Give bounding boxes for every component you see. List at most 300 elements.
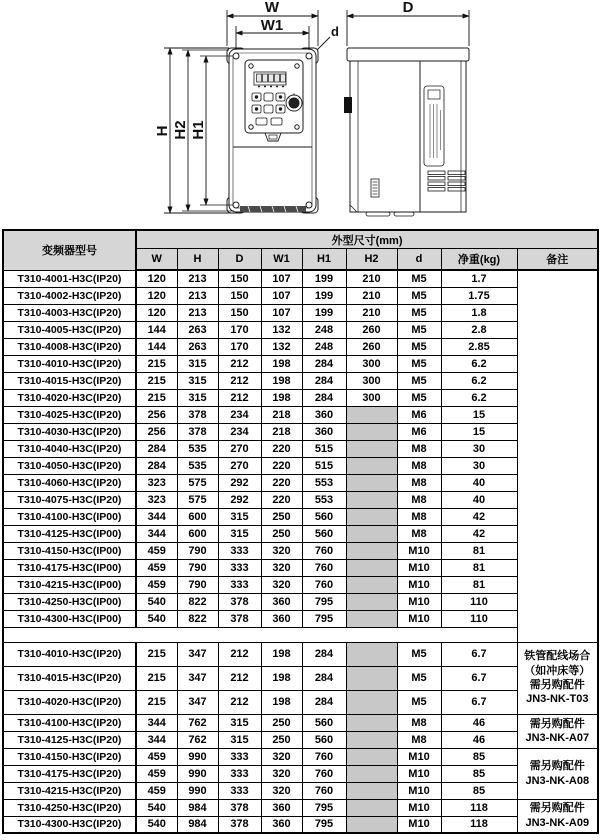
dim-cell: 760: [302, 782, 346, 799]
screw-cell: M5: [397, 372, 441, 389]
dim-cell: 250: [261, 508, 302, 525]
dim-cell: 315: [218, 714, 261, 731]
dim-cell: 198: [261, 690, 302, 714]
dim-cell: 250: [261, 714, 302, 731]
table-row: [3, 542, 598, 559]
model-cell: T310-4010-H3C(IP20): [3, 355, 136, 372]
dim-cell: 378: [177, 423, 218, 440]
dim-label-w1: W1: [260, 17, 284, 34]
dim-cell: 795: [302, 593, 346, 610]
model-cell: T310-4150-H3C(IP20): [3, 748, 136, 765]
weight-cell: 81: [441, 542, 517, 559]
dim-cell: 284: [302, 666, 346, 690]
dim-cell: 210: [346, 287, 397, 304]
model-cell: T310-4001-H3C(IP20): [3, 270, 136, 287]
table-row: [3, 287, 598, 304]
screw-cell: M8: [397, 714, 441, 731]
dim-cell: 213: [177, 304, 218, 321]
table-row: [3, 799, 598, 816]
weight-cell: 46: [441, 714, 517, 731]
mounting-hole: [306, 53, 312, 59]
dim-cell: 600: [177, 508, 218, 525]
screw-cell: M5: [397, 270, 441, 287]
dim-cell: 284: [302, 355, 346, 372]
weight-cell: 46: [441, 731, 517, 748]
dim-cell: 515: [302, 440, 346, 457]
model-cell: T310-4175-H3C(IP20): [3, 765, 136, 782]
dim-cell: 360: [261, 816, 302, 833]
weight-cell: 40: [441, 474, 517, 491]
spacer-cell: [3, 627, 517, 642]
dim-cell: 284: [302, 372, 346, 389]
dimension-drawing: [0, 0, 600, 230]
weight-cell: 15: [441, 423, 517, 440]
model-cell: T310-4215-H3C(IP00): [3, 576, 136, 593]
dim-cell: 284: [302, 642, 346, 666]
screw-cell: M8: [397, 457, 441, 474]
dim-cell: 344: [136, 714, 177, 731]
table-row: [3, 304, 598, 321]
dim-cell: 260: [346, 321, 397, 338]
dim-label-d-hole: d: [331, 24, 339, 39]
table-row: [3, 714, 598, 731]
screw-cell: M10: [397, 748, 441, 765]
dim-cell: 320: [261, 542, 302, 559]
dim-cell: 315: [177, 389, 218, 406]
weight-cell: 6.2: [441, 389, 517, 406]
dim-cell: 220: [261, 440, 302, 457]
dim-cell: 120: [136, 287, 177, 304]
dim-cell: 170: [218, 321, 261, 338]
model-cell: T310-4125-H3C(IP00): [3, 525, 136, 542]
weight-cell: 85: [441, 765, 517, 782]
screw-cell: M10: [397, 816, 441, 833]
dim-cell: 575: [177, 474, 218, 491]
dim-cell: 320: [261, 782, 302, 799]
shaded-empty-cell: [346, 508, 397, 525]
dim-cell: 344: [136, 508, 177, 525]
dim-cell: 170: [218, 338, 261, 355]
dim-cell: 459: [136, 765, 177, 782]
screw-cell: M5: [397, 304, 441, 321]
model-cell: T310-4040-H3C(IP20): [3, 440, 136, 457]
dim-cell: 270: [218, 440, 261, 457]
dim-cell: 600: [177, 525, 218, 542]
weight-cell: 42: [441, 525, 517, 542]
dim-cell: 459: [136, 782, 177, 799]
dim-cell: 198: [261, 666, 302, 690]
dim-cell: 263: [177, 338, 218, 355]
dim-cell: 320: [261, 559, 302, 576]
dim-cell: 234: [218, 423, 261, 440]
screw-cell: M10: [397, 542, 441, 559]
drawing-svg: [0, 0, 600, 230]
table-row: [3, 666, 598, 690]
dim-cell: 215: [136, 355, 177, 372]
screw-cell: M10: [397, 765, 441, 782]
shaded-empty-cell: [346, 610, 397, 627]
dim-cell: 790: [177, 576, 218, 593]
dim-cell: 795: [302, 816, 346, 833]
screw-cell: M8: [397, 491, 441, 508]
model-cell: T310-4020-H3C(IP20): [3, 389, 136, 406]
dim-cell: 199: [302, 287, 346, 304]
shaded-empty-cell: [346, 782, 397, 799]
table-row: [3, 491, 598, 508]
dim-cell: 270: [218, 457, 261, 474]
screw-cell: M6: [397, 406, 441, 423]
dim-cell: 760: [302, 559, 346, 576]
model-cell: T310-4020-H3C(IP20): [3, 690, 136, 714]
dim-cell: 250: [261, 731, 302, 748]
mounting-hole: [233, 202, 239, 208]
table-row: [3, 593, 598, 610]
model-cell: T310-4250-H3C(IP20): [3, 799, 136, 816]
weight-cell: 6.2: [441, 355, 517, 372]
table-row: [3, 642, 598, 666]
weight-cell: 30: [441, 440, 517, 457]
model-cell: T310-4030-H3C(IP20): [3, 423, 136, 440]
dim-cell: 333: [218, 542, 261, 559]
dim-cell: 378: [218, 816, 261, 833]
header-remark: 备注: [517, 249, 598, 271]
screw-cell: M10: [397, 610, 441, 627]
dim-cell: 323: [136, 474, 177, 491]
weight-cell: 118: [441, 816, 517, 833]
header-weight: 净重(kg): [441, 249, 517, 271]
dim-cell: 540: [136, 610, 177, 627]
dim-cell: 822: [177, 610, 218, 627]
dim-cell: 320: [261, 576, 302, 593]
table-row: [3, 765, 598, 782]
header-col-h1: H1: [302, 249, 346, 271]
weight-cell: 81: [441, 559, 517, 576]
model-cell: T310-4015-H3C(IP20): [3, 666, 136, 690]
weight-cell: 2.85: [441, 338, 517, 355]
remark-cell: 需另购配件 JN3-NK-A08: [517, 748, 598, 799]
dim-cell: 344: [136, 731, 177, 748]
dim-cell: 256: [136, 423, 177, 440]
dim-cell: 213: [177, 287, 218, 304]
dim-cell: 315: [177, 355, 218, 372]
dim-cell: 199: [302, 270, 346, 287]
front-view: [227, 48, 318, 213]
dim-cell: 263: [177, 321, 218, 338]
header-model: 变频器型号: [3, 230, 136, 270]
weight-cell: 6.2: [441, 372, 517, 389]
screw-cell: M5: [397, 690, 441, 714]
dim-cell: 213: [177, 270, 218, 287]
weight-cell: 6.7: [441, 690, 517, 714]
remark-cell: [517, 270, 598, 642]
dim-cell: 215: [136, 372, 177, 389]
shaded-empty-cell: [346, 765, 397, 782]
shaded-empty-cell: [346, 491, 397, 508]
dim-cell: 300: [346, 372, 397, 389]
dim-cell: 333: [218, 559, 261, 576]
dim-cell: 347: [177, 666, 218, 690]
dim-cell: 198: [261, 372, 302, 389]
dim-cell: 120: [136, 270, 177, 287]
dim-cell: 315: [218, 525, 261, 542]
shaded-empty-cell: [346, 690, 397, 714]
screw-cell: M8: [397, 731, 441, 748]
dim-cell: 300: [346, 389, 397, 406]
model-cell: T310-4150-H3C(IP00): [3, 542, 136, 559]
model-cell: T310-4175-H3C(IP00): [3, 559, 136, 576]
model-cell: T310-4075-H3C(IP20): [3, 491, 136, 508]
weight-cell: 30: [441, 457, 517, 474]
table-row: [3, 389, 598, 406]
dim-cell: 790: [177, 559, 218, 576]
dim-cell: 150: [218, 287, 261, 304]
dim-cell: 560: [302, 508, 346, 525]
dim-cell: 360: [261, 593, 302, 610]
dim-label-w: W: [264, 0, 280, 16]
dim-cell: 344: [136, 525, 177, 542]
weight-cell: 1.7: [441, 270, 517, 287]
model-cell: T310-4125-H3C(IP20): [3, 731, 136, 748]
table-header-row-1: [3, 230, 598, 249]
dim-cell: 347: [177, 690, 218, 714]
model-cell: T310-4100-H3C(IP00): [3, 508, 136, 525]
dim-cell: 535: [177, 440, 218, 457]
dim-cell: 560: [302, 731, 346, 748]
weight-cell: 85: [441, 748, 517, 765]
table-row: [3, 610, 598, 627]
model-cell: T310-4300-H3C(IP20): [3, 816, 136, 833]
dim-cell: 360: [302, 406, 346, 423]
dim-cell: 198: [261, 355, 302, 372]
dim-cell: 250: [261, 525, 302, 542]
model-cell: T310-4050-H3C(IP20): [3, 457, 136, 474]
table-row: [3, 525, 598, 542]
dim-cell: 360: [261, 799, 302, 816]
dim-cell: 320: [261, 765, 302, 782]
header-dims-group: 外型尺寸(mm): [136, 230, 598, 249]
remark-cell: 需另购配件 JN3-NK-A07: [517, 714, 598, 748]
dim-cell: 212: [218, 389, 261, 406]
dim-cell: 760: [302, 748, 346, 765]
spacer-row: [3, 627, 598, 642]
dim-cell: 760: [302, 576, 346, 593]
dim-cell: 459: [136, 748, 177, 765]
screw-cell: M10: [397, 782, 441, 799]
shaded-empty-cell: [346, 666, 397, 690]
shaded-empty-cell: [346, 748, 397, 765]
dim-cell: 347: [177, 642, 218, 666]
dim-cell: 215: [136, 389, 177, 406]
model-cell: T310-4008-H3C(IP20): [3, 338, 136, 355]
shaded-empty-cell: [346, 542, 397, 559]
shaded-empty-cell: [346, 559, 397, 576]
dim-cell: 220: [261, 474, 302, 491]
screw-cell: M10: [397, 593, 441, 610]
table-row: [3, 748, 598, 765]
dim-cell: 144: [136, 338, 177, 355]
dim-cell: 315: [218, 508, 261, 525]
model-cell: T310-4015-H3C(IP20): [3, 372, 136, 389]
mounting-hole: [233, 53, 239, 59]
table-row: [3, 321, 598, 338]
weight-cell: 85: [441, 782, 517, 799]
screw-cell: M10: [397, 576, 441, 593]
dim-cell: 284: [302, 690, 346, 714]
table-row: [3, 355, 598, 372]
shaded-empty-cell: [346, 816, 397, 833]
weight-cell: 6.7: [441, 642, 517, 666]
screw-cell: M8: [397, 508, 441, 525]
weight-cell: 110: [441, 593, 517, 610]
dim-cell: 107: [261, 270, 302, 287]
model-cell: T310-4003-H3C(IP20): [3, 304, 136, 321]
dim-cell: 378: [218, 593, 261, 610]
screw-cell: M10: [397, 799, 441, 816]
dim-cell: 323: [136, 491, 177, 508]
screw-cell: M8: [397, 474, 441, 491]
dim-cell: 795: [302, 799, 346, 816]
dim-cell: 575: [177, 491, 218, 508]
header-col-h2: H2: [346, 249, 397, 271]
table-row: [3, 474, 598, 491]
model-cell: T310-4002-H3C(IP20): [3, 287, 136, 304]
dim-cell: 378: [177, 406, 218, 423]
shaded-empty-cell: [346, 731, 397, 748]
shaded-empty-cell: [346, 474, 397, 491]
dim-cell: 822: [177, 593, 218, 610]
shaded-empty-cell: [346, 576, 397, 593]
model-cell: T310-4215-H3C(IP20): [3, 782, 136, 799]
model-cell: T310-4025-H3C(IP20): [3, 406, 136, 423]
dim-cell: 360: [261, 610, 302, 627]
model-cell: T310-4005-H3C(IP20): [3, 321, 136, 338]
screw-cell: M5: [397, 355, 441, 372]
dim-cell: 535: [177, 457, 218, 474]
dim-cell: 210: [346, 304, 397, 321]
dim-cell: 212: [218, 642, 261, 666]
dim-cell: 540: [136, 816, 177, 833]
dim-cell: 315: [177, 372, 218, 389]
weight-cell: 40: [441, 491, 517, 508]
dim-cell: 292: [218, 474, 261, 491]
table-row: [3, 731, 598, 748]
dim-cell: 215: [136, 666, 177, 690]
dim-cell: 248: [302, 338, 346, 355]
dim-cell: 553: [302, 474, 346, 491]
mounting-hole: [306, 202, 312, 208]
dim-cell: 540: [136, 799, 177, 816]
dim-cell: 459: [136, 542, 177, 559]
dim-cell: 459: [136, 559, 177, 576]
dim-cell: 256: [136, 406, 177, 423]
dim-cell: 212: [218, 666, 261, 690]
dim-cell: 132: [261, 321, 302, 338]
dim-cell: 553: [302, 491, 346, 508]
dim-cell: 333: [218, 765, 261, 782]
dim-cell: 150: [218, 304, 261, 321]
dim-cell: 378: [218, 610, 261, 627]
header-col-screw: d: [397, 249, 441, 271]
dim-cell: 212: [218, 355, 261, 372]
model-cell: T310-4010-H3C(IP20): [3, 642, 136, 666]
table-row: [3, 457, 598, 474]
keypad-panel: [245, 60, 303, 133]
dim-cell: 990: [177, 782, 218, 799]
dim-label-h: H: [154, 125, 171, 137]
dim-cell: 795: [302, 610, 346, 627]
table-row: [3, 423, 598, 440]
table-row: [3, 270, 598, 287]
header-col-w: W: [136, 249, 177, 271]
weight-cell: 110: [441, 610, 517, 627]
dim-cell: 199: [302, 304, 346, 321]
model-cell: T310-4300-H3C(IP00): [3, 610, 136, 627]
remark-cell: 需另购配件 JN3-NK-A09: [517, 799, 598, 833]
dim-cell: 333: [218, 748, 261, 765]
table-row: [3, 406, 598, 423]
dim-cell: 234: [218, 406, 261, 423]
dim-cell: 144: [136, 321, 177, 338]
dim-cell: 284: [136, 440, 177, 457]
table-row: [3, 816, 598, 833]
weight-cell: 42: [441, 508, 517, 525]
dim-cell: 107: [261, 287, 302, 304]
table-row: [3, 576, 598, 593]
dim-cell: 760: [302, 542, 346, 559]
shaded-empty-cell: [346, 457, 397, 474]
side-view: [344, 48, 469, 216]
table-row: [3, 338, 598, 355]
table-row: [3, 690, 598, 714]
shaded-empty-cell: [346, 406, 397, 423]
screw-cell: M5: [397, 321, 441, 338]
dim-cell: 990: [177, 765, 218, 782]
dim-cell: 292: [218, 491, 261, 508]
dim-cell: 333: [218, 576, 261, 593]
dim-label-d-depth: D: [402, 0, 414, 16]
weight-cell: 1.75: [441, 287, 517, 304]
dim-cell: 333: [218, 782, 261, 799]
dim-cell: 220: [261, 457, 302, 474]
dim-cell: 560: [302, 714, 346, 731]
screw-cell: M5: [397, 389, 441, 406]
dim-cell: 218: [261, 423, 302, 440]
weight-cell: 1.8: [441, 304, 517, 321]
dim-cell: 212: [218, 372, 261, 389]
shaded-empty-cell: [346, 423, 397, 440]
dim-cell: 984: [177, 816, 218, 833]
dim-cell: 990: [177, 748, 218, 765]
dim-cell: 210: [346, 270, 397, 287]
dim-label-h1: H1: [190, 120, 207, 140]
dim-cell: 984: [177, 799, 218, 816]
dim-cell: 284: [302, 389, 346, 406]
dim-cell: 315: [218, 731, 261, 748]
dim-cell: 198: [261, 389, 302, 406]
model-cell: T310-4060-H3C(IP20): [3, 474, 136, 491]
weight-cell: 118: [441, 799, 517, 816]
screw-cell: M6: [397, 423, 441, 440]
dim-cell: 248: [302, 321, 346, 338]
dim-cell: 762: [177, 714, 218, 731]
header-col-h: H: [177, 249, 218, 271]
dim-cell: 560: [302, 525, 346, 542]
model-cell: T310-4100-H3C(IP20): [3, 714, 136, 731]
dim-label-h2: H2: [172, 120, 189, 140]
dim-cell: 132: [261, 338, 302, 355]
screw-cell: M5: [397, 642, 441, 666]
dim-cell: 212: [218, 690, 261, 714]
